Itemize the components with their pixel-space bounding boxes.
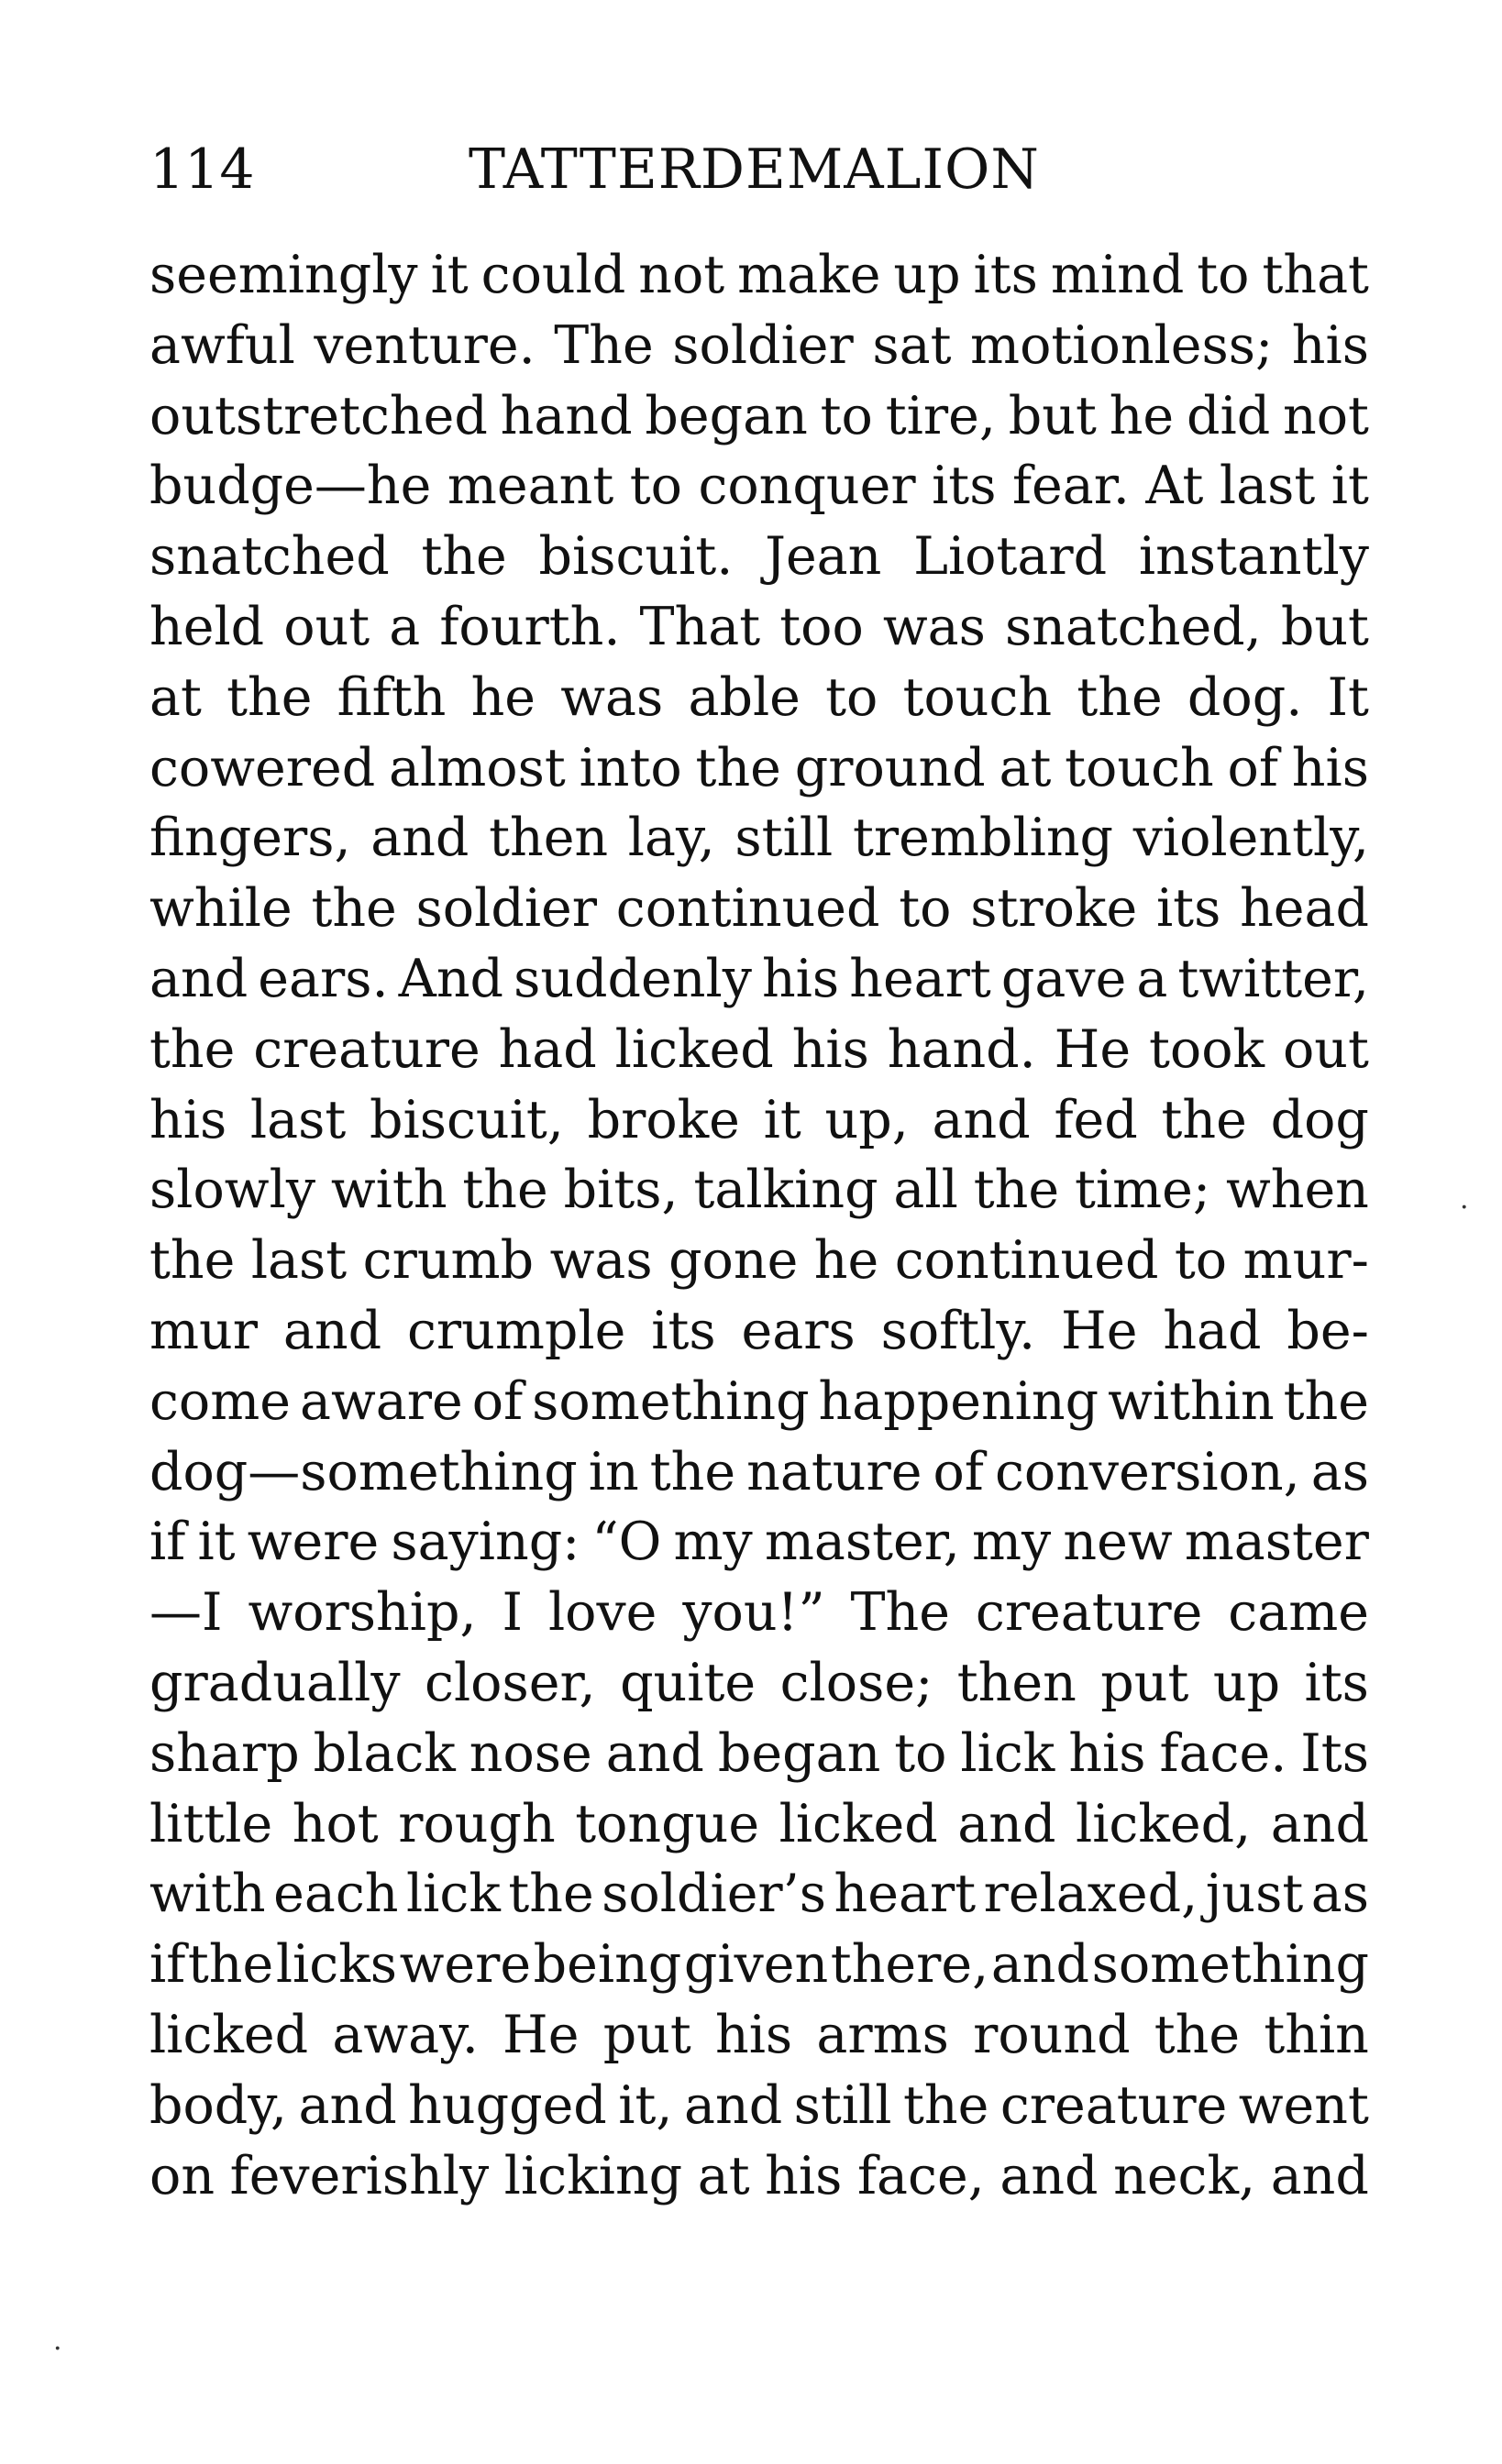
word: of bbox=[471, 1370, 524, 1432]
word: softly. bbox=[880, 1300, 1036, 1361]
word: to bbox=[825, 666, 878, 728]
word: of bbox=[933, 1441, 984, 1502]
word: relaxed, bbox=[983, 1864, 1198, 1925]
word: as bbox=[1310, 1864, 1369, 1925]
word: dog. bbox=[1187, 666, 1303, 728]
word: had bbox=[498, 1018, 597, 1080]
word: while bbox=[149, 878, 293, 940]
word: licks bbox=[275, 1934, 397, 1996]
word: feverishly bbox=[229, 2145, 490, 2206]
word: meant bbox=[447, 456, 614, 517]
word: to bbox=[820, 385, 873, 446]
text-line bbox=[149, 1015, 1369, 1085]
word: his bbox=[1068, 1722, 1146, 1784]
word: hot bbox=[292, 1793, 379, 1854]
word: talking bbox=[693, 1160, 878, 1221]
word: That bbox=[639, 596, 761, 657]
text-line bbox=[149, 1789, 1369, 1860]
word: at bbox=[999, 737, 1052, 798]
text-line bbox=[149, 522, 1369, 592]
word: its bbox=[973, 245, 1038, 305]
text-line bbox=[149, 874, 1369, 944]
text-line bbox=[149, 1578, 1369, 1648]
word: the bbox=[1154, 2004, 1241, 2065]
word: to bbox=[899, 878, 952, 940]
page-header bbox=[149, 133, 1369, 206]
word: its bbox=[1155, 878, 1221, 940]
word: At bbox=[1145, 456, 1204, 517]
word: venture. bbox=[314, 314, 536, 376]
page-number: 114 bbox=[149, 138, 255, 202]
word: fear. bbox=[1011, 456, 1130, 517]
word: —I bbox=[149, 1582, 223, 1644]
word: body, bbox=[149, 2074, 288, 2136]
word: something bbox=[1091, 1934, 1369, 1996]
word: gone bbox=[668, 1230, 799, 1292]
word: his bbox=[1291, 737, 1369, 798]
word: there, bbox=[830, 1934, 989, 1996]
word: its bbox=[651, 1300, 716, 1361]
word: something bbox=[532, 1370, 810, 1432]
word: suddenly bbox=[514, 948, 752, 1009]
word: He bbox=[503, 2004, 580, 2065]
word: violently, bbox=[1132, 808, 1369, 869]
word: the bbox=[149, 1230, 236, 1292]
word: twitter, bbox=[1177, 948, 1369, 1009]
word: in bbox=[588, 1441, 639, 1502]
word: away. bbox=[332, 2004, 479, 2065]
word: master bbox=[1184, 1512, 1369, 1573]
word: mur bbox=[149, 1300, 259, 1361]
word: the bbox=[462, 1160, 548, 1221]
word: licked bbox=[149, 2004, 309, 2065]
text-line bbox=[149, 1296, 1369, 1367]
word: slowly bbox=[149, 1160, 316, 1221]
word: budge—he bbox=[149, 456, 432, 517]
word: make bbox=[737, 245, 881, 305]
text-line bbox=[149, 1507, 1369, 1578]
word: his bbox=[765, 2145, 843, 2206]
word: still bbox=[734, 808, 834, 869]
word: it bbox=[763, 1089, 801, 1150]
word: heart bbox=[849, 948, 991, 1009]
word: hand bbox=[500, 385, 633, 446]
word: then bbox=[489, 808, 609, 869]
word: touch bbox=[902, 666, 1053, 728]
word: crumb bbox=[362, 1230, 535, 1292]
word: head bbox=[1240, 878, 1369, 940]
word: snatched bbox=[149, 526, 390, 588]
word: to bbox=[894, 1722, 947, 1784]
word: licked bbox=[779, 1793, 938, 1854]
word: creature bbox=[975, 1582, 1203, 1644]
word: “O bbox=[591, 1512, 662, 1573]
word: awful bbox=[149, 314, 295, 376]
text-line bbox=[149, 733, 1369, 804]
word: fingers, bbox=[149, 808, 351, 869]
word: it, bbox=[618, 2074, 673, 2136]
word: biscuit. bbox=[538, 526, 734, 588]
word: all bbox=[893, 1160, 958, 1221]
word: love bbox=[547, 1582, 657, 1644]
word: closer, bbox=[425, 1652, 596, 1713]
word: had bbox=[1163, 1300, 1262, 1361]
word: rough bbox=[398, 1793, 556, 1854]
word: close; bbox=[779, 1652, 933, 1713]
word: The bbox=[850, 1582, 950, 1644]
word: not bbox=[638, 245, 725, 305]
word: round bbox=[973, 2004, 1131, 2065]
word: master, bbox=[764, 1512, 960, 1573]
word: to bbox=[629, 456, 682, 517]
word: held bbox=[149, 596, 265, 657]
word: out bbox=[1282, 1018, 1369, 1080]
word: he bbox=[813, 1230, 879, 1292]
word: his bbox=[761, 948, 840, 1009]
word: And bbox=[398, 948, 504, 1009]
word: almost bbox=[389, 737, 566, 798]
word: just bbox=[1205, 1864, 1304, 1925]
word: snatched, bbox=[1004, 596, 1262, 657]
word: put bbox=[602, 2004, 691, 2065]
word: Its bbox=[1300, 1722, 1369, 1784]
word: gradually bbox=[149, 1652, 401, 1713]
word: being bbox=[533, 1934, 682, 1996]
word: the bbox=[973, 1160, 1060, 1221]
word: with bbox=[330, 1160, 447, 1221]
word: black bbox=[313, 1722, 456, 1784]
word: soldier bbox=[415, 878, 598, 940]
stray-mark: · bbox=[53, 2333, 62, 2365]
text-line bbox=[149, 803, 1369, 874]
word: to bbox=[1197, 245, 1250, 305]
word: the bbox=[149, 1018, 236, 1080]
word: bits, bbox=[563, 1160, 679, 1221]
word: face. bbox=[1159, 1722, 1287, 1784]
text-line bbox=[149, 1648, 1369, 1719]
text-line bbox=[149, 1930, 1369, 2000]
text-line bbox=[149, 240, 1369, 311]
word: sharp bbox=[149, 1722, 300, 1784]
word: touch bbox=[1065, 737, 1214, 798]
word: came bbox=[1228, 1582, 1369, 1644]
word: time; bbox=[1074, 1160, 1211, 1221]
word: seemingly bbox=[149, 245, 418, 305]
word: new bbox=[1063, 1512, 1173, 1573]
word: was bbox=[549, 1230, 653, 1292]
word: tongue bbox=[575, 1793, 760, 1854]
text-line bbox=[149, 1719, 1369, 1789]
word: up bbox=[893, 245, 961, 305]
text-line bbox=[149, 944, 1369, 1015]
word: put bbox=[1100, 1652, 1189, 1713]
word: ears bbox=[741, 1300, 856, 1361]
word: and bbox=[1270, 2145, 1369, 2206]
word: able bbox=[688, 666, 801, 728]
word: hand. bbox=[887, 1018, 1036, 1080]
word: went bbox=[1238, 2074, 1369, 2136]
word: Jean bbox=[765, 526, 882, 588]
word: The bbox=[554, 314, 654, 376]
word: little bbox=[149, 1793, 273, 1854]
word: as bbox=[1310, 1441, 1369, 1502]
text-line bbox=[149, 381, 1369, 452]
word: neck, bbox=[1113, 2145, 1256, 2206]
word: at bbox=[149, 666, 202, 728]
word: arms bbox=[816, 2004, 949, 2065]
word: the bbox=[311, 878, 397, 940]
word: crumple bbox=[406, 1300, 626, 1361]
word: worship, bbox=[248, 1582, 477, 1644]
word: and bbox=[282, 1300, 382, 1361]
word: that bbox=[1262, 245, 1369, 305]
word: his bbox=[149, 1089, 227, 1150]
word: outstretched bbox=[149, 385, 488, 446]
word: motionless; bbox=[970, 314, 1274, 376]
word: was bbox=[560, 666, 664, 728]
word: if bbox=[149, 1512, 186, 1573]
word: He bbox=[1061, 1300, 1138, 1361]
word: it bbox=[430, 245, 469, 305]
text-line bbox=[149, 1859, 1369, 1930]
word: began bbox=[645, 385, 808, 446]
word: face, bbox=[856, 2145, 985, 2206]
word: then bbox=[956, 1652, 1077, 1713]
word: dog bbox=[1270, 1089, 1369, 1150]
word: ground bbox=[794, 737, 986, 798]
word: a bbox=[389, 596, 421, 657]
word: and bbox=[605, 1722, 704, 1784]
word: continued bbox=[894, 1230, 1159, 1292]
word: it bbox=[197, 1512, 236, 1573]
word: soldier bbox=[672, 314, 854, 376]
word: a bbox=[1136, 948, 1168, 1009]
text-line bbox=[149, 2071, 1369, 2141]
word: lay, bbox=[627, 808, 715, 869]
word: the bbox=[187, 1934, 274, 1996]
word: quite bbox=[620, 1652, 757, 1713]
word: last bbox=[1219, 456, 1316, 517]
word: heart bbox=[834, 1864, 977, 1925]
word: instantly bbox=[1138, 526, 1369, 588]
word: hugged bbox=[408, 2074, 607, 2136]
word: continued bbox=[615, 878, 880, 940]
word: and bbox=[932, 1089, 1031, 1150]
word: and bbox=[999, 2145, 1099, 2206]
word: and bbox=[370, 808, 469, 869]
word: thin bbox=[1264, 2004, 1369, 2065]
word: were bbox=[247, 1512, 380, 1573]
word: trembling bbox=[852, 808, 1114, 869]
word: too bbox=[779, 596, 864, 657]
word: mur- bbox=[1242, 1230, 1369, 1292]
word: not bbox=[1283, 385, 1369, 446]
word: come bbox=[149, 1370, 292, 1432]
word: ears. bbox=[258, 948, 389, 1009]
word: sat bbox=[872, 314, 952, 376]
word: I bbox=[502, 1582, 524, 1644]
word: creature bbox=[999, 2074, 1228, 2136]
word: the bbox=[1161, 1089, 1247, 1150]
word: licking bbox=[503, 2145, 683, 2206]
word: at bbox=[697, 2145, 750, 2206]
word: but bbox=[1280, 596, 1369, 657]
word: still bbox=[793, 2074, 892, 2136]
word: the bbox=[695, 737, 781, 798]
word: you!” bbox=[682, 1582, 825, 1644]
word: up, bbox=[824, 1089, 909, 1150]
word: and bbox=[149, 948, 248, 1009]
text-line bbox=[149, 311, 1369, 381]
word: he bbox=[470, 666, 536, 728]
word: his bbox=[791, 1018, 869, 1080]
word: biscuit, bbox=[370, 1089, 564, 1150]
word: and bbox=[990, 1934, 1089, 1996]
word: the bbox=[1077, 666, 1163, 728]
word: conquer bbox=[698, 456, 916, 517]
word: licked bbox=[614, 1018, 774, 1080]
word: happening bbox=[818, 1370, 1099, 1432]
word: and bbox=[1270, 1793, 1369, 1854]
word: He bbox=[1054, 1018, 1132, 1080]
word: licked, bbox=[1075, 1793, 1252, 1854]
word: aware bbox=[300, 1370, 463, 1432]
word: he bbox=[1109, 385, 1175, 446]
word: and bbox=[957, 1793, 1056, 1854]
word: my bbox=[673, 1512, 753, 1573]
word: lick bbox=[405, 1864, 501, 1925]
word: up bbox=[1212, 1652, 1281, 1713]
word: on bbox=[149, 2145, 215, 2206]
word: the bbox=[421, 526, 507, 588]
word: was bbox=[882, 596, 986, 657]
word: nature bbox=[746, 1441, 922, 1502]
word: be- bbox=[1287, 1300, 1369, 1361]
word: when bbox=[1225, 1160, 1369, 1221]
word: cowered bbox=[149, 737, 376, 798]
word: with bbox=[149, 1864, 266, 1925]
word: mind bbox=[1050, 245, 1185, 305]
text-line bbox=[149, 1226, 1369, 1296]
word: my bbox=[972, 1512, 1052, 1573]
word: his bbox=[714, 2004, 793, 2065]
word: the bbox=[1283, 1370, 1369, 1432]
word: it bbox=[1331, 456, 1369, 517]
word: the bbox=[226, 666, 313, 728]
word: stroke bbox=[970, 878, 1138, 940]
text-line bbox=[149, 1085, 1369, 1156]
word: the bbox=[902, 2074, 989, 2136]
word: to bbox=[1174, 1230, 1228, 1292]
word: creature bbox=[253, 1018, 480, 1080]
word: fourth. bbox=[439, 596, 621, 657]
word: soldier’s bbox=[602, 1864, 827, 1925]
word: its bbox=[1304, 1652, 1369, 1713]
word: It bbox=[1327, 666, 1369, 728]
word: Liotard bbox=[913, 526, 1108, 588]
word: tire, bbox=[885, 385, 996, 446]
word: last bbox=[250, 1230, 348, 1292]
word: the bbox=[508, 1864, 594, 1925]
word: each bbox=[273, 1864, 399, 1925]
text-line bbox=[149, 1437, 1369, 1508]
body-text bbox=[149, 240, 1369, 2211]
word: dog—something bbox=[149, 1441, 578, 1502]
word: last bbox=[249, 1089, 347, 1150]
word: fed bbox=[1054, 1089, 1138, 1150]
running-title: TATTERDEMALION bbox=[469, 138, 1040, 202]
word: fifth bbox=[337, 666, 447, 728]
word: and bbox=[298, 2074, 397, 2136]
word: out bbox=[283, 596, 370, 657]
word: were bbox=[399, 1934, 532, 1996]
word: saying: bbox=[391, 1512, 580, 1573]
word: broke bbox=[587, 1089, 740, 1150]
text-line bbox=[149, 663, 1369, 733]
text-line bbox=[149, 451, 1369, 522]
word: could bbox=[480, 245, 626, 305]
word: of bbox=[1227, 737, 1278, 798]
text-line bbox=[149, 2000, 1369, 2071]
word: gave bbox=[1000, 948, 1127, 1009]
word: did bbox=[1186, 385, 1271, 446]
word: within bbox=[1108, 1370, 1275, 1432]
word: into bbox=[579, 737, 682, 798]
word: took bbox=[1148, 1018, 1265, 1080]
text-line bbox=[149, 592, 1369, 663]
word: began bbox=[717, 1722, 881, 1784]
text-line bbox=[149, 1155, 1369, 1226]
word: and bbox=[684, 2074, 783, 2136]
word: given bbox=[683, 1934, 829, 1996]
word: lick bbox=[960, 1722, 1055, 1784]
stray-mark: · bbox=[1460, 1192, 1469, 1224]
word: but bbox=[1008, 385, 1097, 446]
word: his bbox=[1291, 314, 1369, 376]
word: nose bbox=[469, 1722, 592, 1784]
word: conversion, bbox=[994, 1441, 1300, 1502]
word: if bbox=[149, 1934, 186, 1996]
text-line bbox=[149, 1367, 1369, 1437]
word: the bbox=[649, 1441, 736, 1502]
word: its bbox=[932, 456, 997, 517]
text-line bbox=[149, 2141, 1369, 2212]
